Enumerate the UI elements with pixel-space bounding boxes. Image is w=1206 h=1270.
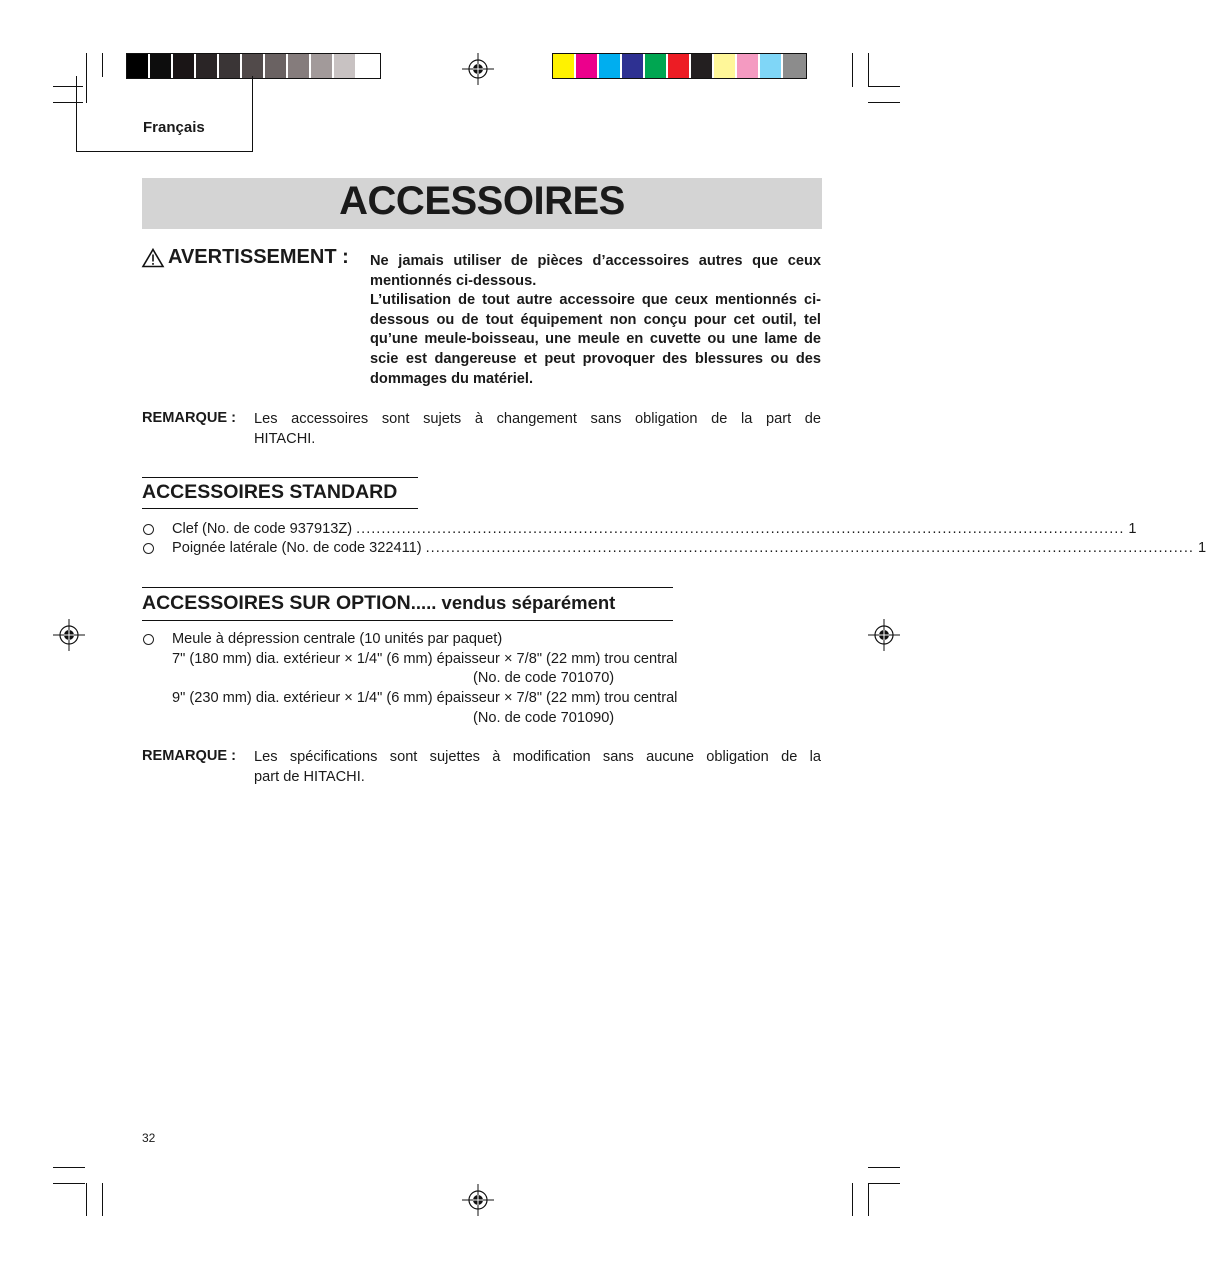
optional-code: (No. de code 701090) [473, 710, 615, 726]
title-banner [142, 178, 822, 229]
bullet-icon [143, 634, 154, 645]
crop-mark [852, 1183, 853, 1216]
warning-heading-text: AVERTISSEMENT : [168, 246, 349, 268]
warning-heading [142, 246, 349, 269]
color-swatch [760, 54, 783, 78]
language-label: Français [143, 119, 205, 136]
dot-leader: ........................................................................................................................................................ [425, 540, 1194, 556]
warning-triangle-icon [142, 248, 164, 268]
crop-mark [852, 53, 853, 87]
color-swatch [622, 54, 645, 78]
item-quantity: 1 [1128, 521, 1137, 537]
color-swatch [645, 54, 668, 78]
optional-item-title: Meule à dépression centrale (10 unités par paquet) [172, 631, 503, 647]
color-swatch [334, 54, 357, 78]
optional-heading-text: ACCESSOIRES SUR OPTION [142, 592, 411, 614]
list-item [172, 520, 1137, 539]
remark-text [254, 748, 821, 787]
color-swatch [219, 54, 242, 78]
color-swatch [311, 54, 334, 78]
optional-code: (No. de code 701070) [473, 670, 615, 686]
color-swatch [127, 54, 150, 78]
color-swatch [265, 54, 288, 78]
color-calibration-bar [552, 53, 807, 79]
crop-mark [86, 1183, 87, 1216]
section-rule [142, 620, 673, 621]
remark-line: Les accessoires sont sujets à changement sans obligation de la part de [254, 411, 821, 427]
optional-spec: 9" (230 mm) dia. extérieur × 1/4" (6 mm) épaisseur × 7/8" (22 mm) trou central [172, 690, 678, 706]
page-number: 32 [142, 1131, 156, 1145]
item-name: Clef (No. de code 937913Z) [172, 521, 353, 537]
dot-leader: ........................................................................................................................................................ [356, 521, 1125, 537]
color-swatch [576, 54, 599, 78]
color-swatch [691, 54, 714, 78]
remark-line: part de HITACHI. [254, 768, 365, 785]
color-swatch [173, 54, 196, 78]
color-swatch [668, 54, 691, 78]
color-swatch [196, 54, 219, 78]
crop-mark [102, 53, 103, 77]
section-rule [142, 477, 418, 478]
section-rule [142, 587, 673, 588]
registration-mark-icon [462, 1184, 494, 1216]
section-rule [142, 508, 418, 509]
crop-mark [868, 1183, 869, 1216]
item-quantity: 1 [1197, 540, 1206, 556]
bullet-icon [143, 524, 154, 535]
warning-text [370, 252, 821, 389]
language-tab [76, 76, 253, 152]
color-swatch [714, 54, 737, 78]
section-heading-standard: ACCESSOIRES STANDARD [142, 481, 398, 503]
crop-mark [868, 102, 900, 103]
registration-mark-icon [462, 53, 494, 85]
optional-heading-suffix: ..... vendus séparément [410, 592, 616, 613]
remark-label: REMARQUE : [142, 748, 237, 764]
color-swatch [288, 54, 311, 78]
crop-mark [102, 1183, 103, 1216]
remark-label: REMARQUE : [142, 410, 237, 426]
crop-mark [868, 86, 900, 87]
section-heading-optional [142, 592, 615, 615]
list-item [172, 539, 1206, 558]
crop-mark [53, 1183, 85, 1184]
remark-line: HITACHI. [254, 430, 316, 447]
warning-paragraph: L’utilisation de tout autre accessoire que ceux mentionnés ci-dessous ou de tout équipement non conçu pour cet outil, tel qu’une meule-boisseau, une meule en cuvette ou une lame de scie est dangereuse et peut provoquer des blessures ou des dommages du matériel. [370, 292, 821, 387]
color-swatch [783, 54, 806, 78]
registration-mark-icon [53, 619, 85, 651]
remark-line: Les spécifications sont sujettes à modification sans aucune obligation de la [254, 749, 821, 765]
bullet-icon [143, 543, 154, 554]
color-swatch [357, 54, 380, 78]
optional-spec: 7" (180 mm) dia. extérieur × 1/4" (6 mm) épaisseur × 7/8" (22 mm) trou central [172, 651, 678, 667]
page-title: ACCESSOIRES [339, 179, 625, 223]
crop-mark [53, 1167, 85, 1168]
warning-paragraph: Ne jamais utiliser de pièces d’accessoires autres que ceux mentionnés ci-dessous. [370, 253, 821, 289]
crop-mark [868, 1183, 900, 1184]
crop-mark [868, 53, 869, 87]
color-swatch [242, 54, 265, 78]
registration-mark-icon [868, 619, 900, 651]
crop-mark [868, 1167, 900, 1168]
item-name: Poignée latérale (No. de code 322411) [172, 540, 422, 556]
color-swatch [553, 54, 576, 78]
color-swatch [599, 54, 622, 78]
color-swatch [737, 54, 760, 78]
color-swatch [150, 54, 173, 78]
remark-text [254, 410, 821, 449]
